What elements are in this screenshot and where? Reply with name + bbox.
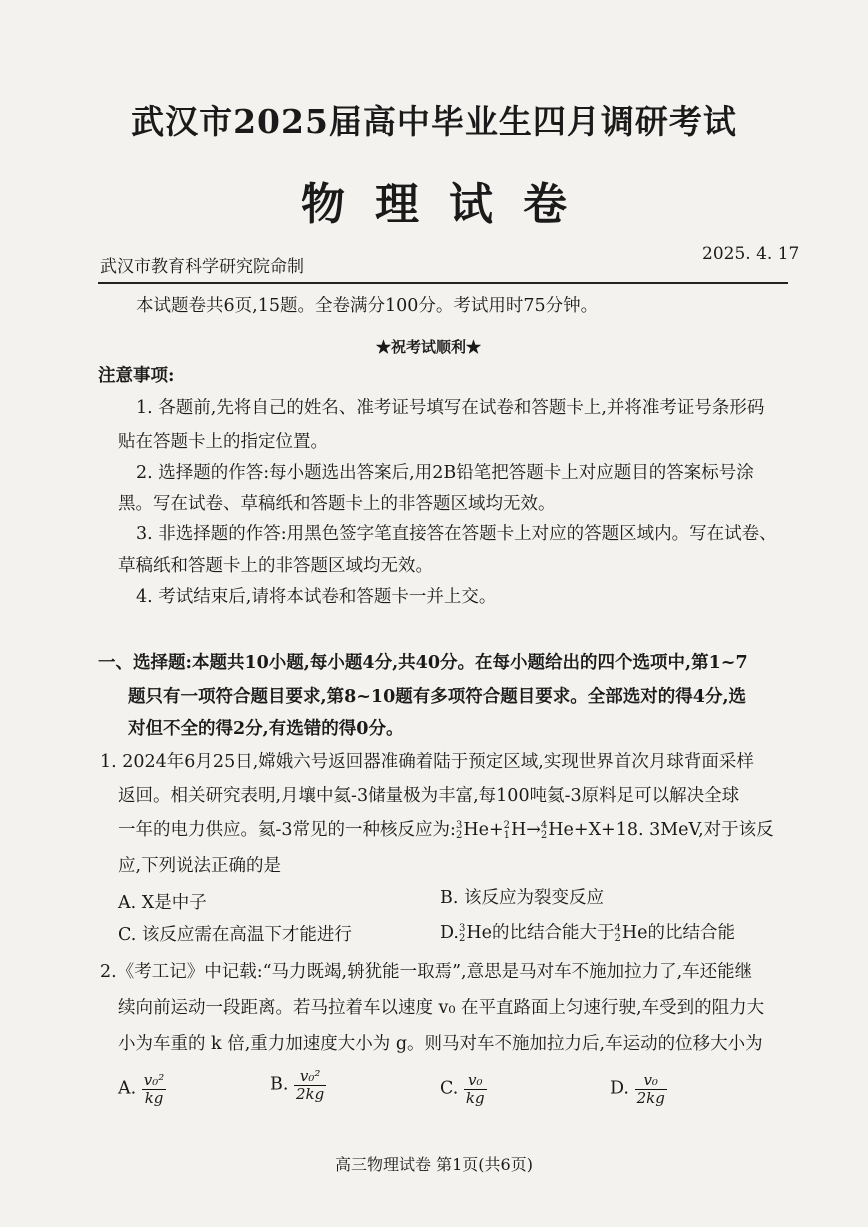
q2-option-c [440,1072,487,1106]
q2-option-a-den: kg [144,1088,164,1107]
note-3-line2: 草稿纸和答题卡上的非答题区域均无效。 [118,556,433,576]
notes-heading: 注意事项: [98,366,175,386]
section1-line2: 题只有一项符合题目要求,第8~10题有多项符合题目要求。全部选对的得4分,选 [128,687,747,707]
header-divider [98,282,788,284]
q2-option-a-fraction [142,1072,167,1106]
q2-line3: 小为车重的 k 倍,重力加速度大小为 g。则马对车不施加拉力后,车运动的位移大小为 [118,1034,763,1054]
note-1-line2: 贴在答题卡上的指定位置。 [118,432,328,452]
q2-option-d-den: 2kg [636,1088,665,1107]
equation-tail: He+X+18. 3MeV [548,820,699,840]
page-footer: 高三物理试卷 第1页(共6页) [335,1155,533,1174]
exam-subtitle: 物理试卷 [301,179,597,230]
q2-option-a-num: v₀² [143,1071,165,1089]
q1-option-c: C. 该反应需在高温下才能进行 [118,925,352,945]
issuer: 武汉市教育科学研究院命制 [100,257,304,277]
q1-line2: 返回。相关研究表明,月壤中氦-3储量极为丰富,每100吨氦-3原料足可以解决全球 [118,786,740,806]
q2-option-c-label: C. [440,1078,459,1099]
q2-option-b-num: v₀² [294,1068,326,1086]
q2-option-c-num: v₀ [464,1072,487,1090]
wish-text: ★祝考试顺利★ [376,338,482,356]
note-4-line1: 4. 考试结束后,请将本试卷和答题卡一并上交。 [136,587,497,607]
q2-line2: 续向前运动一段距离。若马拉着车以速度 v₀ 在平直路面上匀速行驶,车受到的阻力大 [118,998,765,1018]
intro-text: 本试题卷共6页,15题。全卷满分100分。考试用时75分钟。 [136,296,599,316]
q2-option-d-num: v₀ [635,1072,667,1090]
section1-line3: 对但不全的得2分,有选错的得0分。 [128,719,404,739]
q1-option-d-label: D. [440,923,459,943]
q1-line4: 应,下列说法正确的是 [118,856,282,876]
q1-line3-suffix: ,对于该反 [698,820,774,840]
q2-option-b-den: 2kg [296,1084,325,1103]
q1-option-d-mid: He的比结合能大于 [466,923,615,943]
q2-option-a-label: A. [118,1078,137,1099]
section1-line1: 一、选择题:本题共10小题,每小题4分,共40分。在每小题给出的四个选项中,第1~7 [98,653,748,673]
q1-line1: 1. 2024年6月25日,嫦娥六号返回器准确着陆于预定区域,实现世界首次月球背面采样 [100,752,754,772]
note-3-line1: 3. 非选择题的作答:用黑色签字笔直接答在答题卡上对应的答题区域内。写在试卷、 [136,524,777,544]
q2-line1: 2.《考工记》中记载:“马力既竭,辀犹能一取焉”,意思是马对车不施加拉力了,车还能继 [100,962,753,982]
exam-title: 武汉市2025届高中毕业生四月调研考试 [131,102,737,141]
q1-option-d: D. 3 2 He的比结合能大于 4 2 He的比结合能 [440,923,735,944]
q1-option-a: A. X是中子 [118,893,207,913]
note-2-line1: 2. 选择题的作答:每小题选出答案后,用2B铅笔把答题卡上对应题目的答案标号涂 [136,463,754,483]
q1-line3-prefix: 一年的电力供应。氦-3常见的一种核反应为: [118,820,456,840]
note-1-line1: 1. 各题前,先将自己的姓名、准考证号填写在试卷和答题卡上,并将准考证号条形码 [136,398,765,418]
nuclear-equation: 3 2 He+ 2 1 H→ 4 2 He+X+18. 3MeV [455,820,699,841]
q2-option-b-label: B. [270,1074,289,1095]
q2-option-a [118,1072,166,1106]
q2-option-c-den: kg [465,1088,485,1107]
q1-line3 [118,820,774,841]
exam-date: 2025. 4. 17 [702,244,800,264]
q2-option-d-label: D. [610,1078,629,1099]
q2-option-c-fraction [464,1072,487,1106]
q2-option-b-fraction [294,1068,326,1102]
q2-option-d [610,1072,667,1106]
q2-option-b [270,1068,326,1102]
q2-option-d-fraction [635,1072,667,1106]
q1-option-b: B. 该反应为裂变反应 [440,888,604,908]
q1-option-d-suffix: He的比结合能 [621,923,735,943]
note-2-line2: 黑。写在试卷、草稿纸和答题卡上的非答题区域均无效。 [118,494,556,514]
